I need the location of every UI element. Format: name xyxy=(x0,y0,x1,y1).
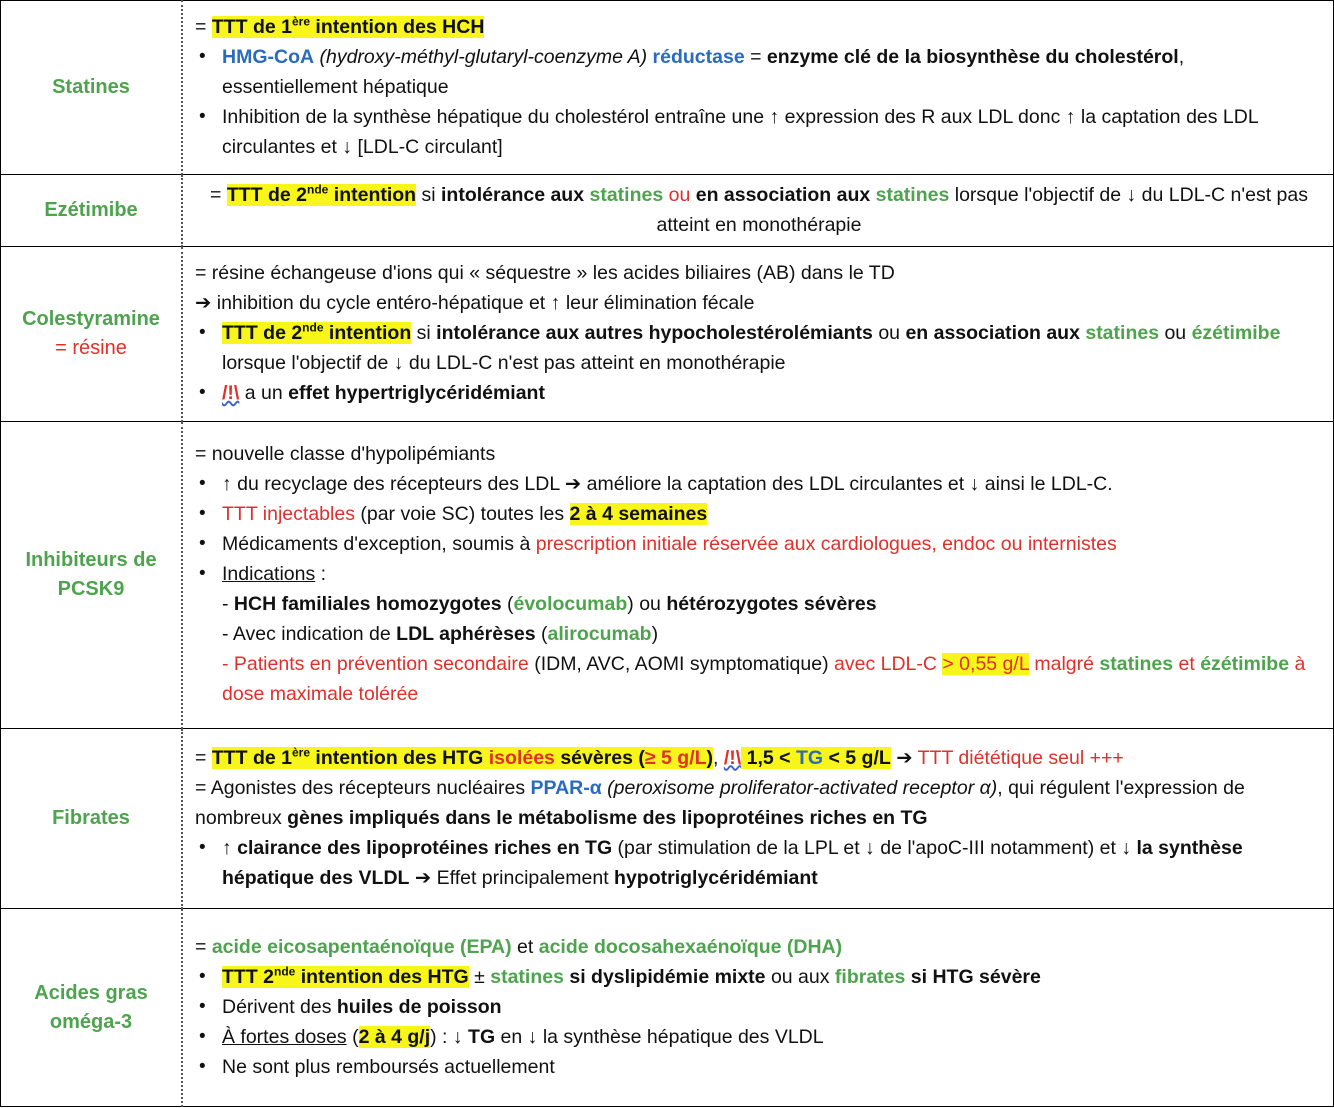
drug-name-omega3: Acides gras oméga-3 xyxy=(1,909,183,1107)
drug-name-statines: Statines xyxy=(1,1,183,175)
list-item: • Ne sont plus remboursés actuellement xyxy=(195,1052,1323,1082)
row-statines xyxy=(1,1,1334,175)
list-item: • TTT 2nde intention des HTG ± statines si dyslipidémie mixte ou aux fibrates si HTG sévère xyxy=(195,962,1323,992)
list-item: • HMG-CoA (hydroxy-méthyl-glutaryl-coenzyme A) réductase = enzyme clé de la biosynthèse du cholestérol, essentiellement hépatique xyxy=(195,42,1323,102)
drug-name-ezetimibe: Ezétimibe xyxy=(1,175,183,247)
list-item: • Inhibition de la synthèse hépatique du cholestérol entraîne une ↑ expression des R aux LDL donc ↑ la captation des LDL circulantes et ↓ [LDL-C circulant] xyxy=(195,102,1323,162)
list-item: • Médicaments d'exception, soumis à prescription initiale réservée aux cardiologues, endoc ou internistes xyxy=(195,529,1323,559)
desc-omega3: = acide eicosapentaénoïque (EPA) et acide docosahexaénoïque (DHA) • TTT 2nde intention des HTG ± statines si dyslipidémie mixte ou aux fibrates si HTG sévère • Dérivent des huiles de poisson • À fortes doses (2 à 4 g/j) : ↓ TG en ↓ la synthèse hépatique des VLDL • Ne sont plus remboursés actuellement xyxy=(182,909,1334,1107)
sub-item: - Avec indication de LDL aphérèses (alirocumab) xyxy=(222,623,659,645)
list-item: • TTT injectables (par voie SC) toutes les 2 à 4 semaines xyxy=(195,499,1323,529)
highlight: TTT de 1ère intention des HCH xyxy=(211,14,485,38)
list-item: • /!\ a un effet hypertriglycéridémiant xyxy=(195,378,1323,408)
row-omega3 xyxy=(1,909,1334,1107)
row-pcsk9 xyxy=(1,422,1334,729)
drug-name-fibrates: Fibrates xyxy=(1,729,183,909)
list-item: • ↑ clairance des lipoprotéines riches en TG (par stimulation de la LPL et ↓ de l'apoC-III notamment) et ↓ la synthèse hépatique des VLDL ➔ Effet principalement hypotriglycéridémiant xyxy=(195,833,1323,893)
sub-item: - HCH familiales homozygotes (évolocumab) ou hétérozygotes sévères xyxy=(222,593,877,615)
row-colestyramine xyxy=(1,247,1334,422)
desc-pcsk9: = nouvelle classe d'hypolipémiants • ↑ du recyclage des récepteurs des LDL ➔ améliore la captation des LDL circulantes et ↓ ainsi le LDL-C. • TTT injectables (par voie SC) toutes les 2 à 4 semaines • Médicaments d'exception, soumis à prescription initiale réservée aux cardiologues, endoc ou internistes • Indications : - HCH familiales homozygotes (évolocumab) ou hétérozygotes sévères - Avec indication de LDL aphérèses (alirocumab) - Patients en prévention secondaire (IDM, AVC, AOMI symptomatique) avec LDL-C > 0,55 g/L malgré statines et ézétimibe à dose maximale tolérée xyxy=(182,422,1334,729)
drug-name-pcsk9: Inhibiteurs de PCSK9 xyxy=(1,422,183,729)
list-item: • TTT de 2nde intention si intolérance aux autres hypocholestérolémiants ou en association aux statines ou ézétimibe lorsque l'objectif de ↓ du LDL-C n'est pas atteint en monothérapie xyxy=(195,318,1323,378)
list-item: • Dérivent des huiles de poisson xyxy=(195,992,1323,1022)
desc-fibrates: = TTT de 1ère intention des HTG isolées sévères (≥ 5 g/L), /!\ 1,5 < TG < 5 g/L ➔ TTT diététique seul +++ = Agonistes des récepteurs nucléaires PPAR-α (peroxisome proliferator-activated receptor α), qui régulent l'expression de nombreux gènes impliqués dans le métabolisme des lipoprotéines riches en TG • ↑ clairance des lipoprotéines riches en TG (par stimulation de la LPL et ↓ de l'apoC-III notamment) et ↓ la synthèse hépatique des VLDL ➔ Effet principalement hypotriglycéridémiant xyxy=(182,729,1334,909)
list-item: • ↑ du recyclage des récepteurs des LDL ➔ améliore la captation des LDL circulantes et ↓ ainsi le LDL-C. xyxy=(195,469,1323,499)
row-fibrates xyxy=(1,729,1334,909)
list-item: • À fortes doses (2 à 4 g/j) : ↓ TG en ↓ la synthèse hépatique des VLDL xyxy=(195,1022,1323,1052)
desc-colestyramine: = résine échangeuse d'ions qui « séquestre » les acides biliaires (AB) dans le TD ➔ inhibition du cycle entéro-hépatique et ↑ leur élimination fécale • TTT de 2nde intention si intolérance aux autres hypocholestérolémiants ou en association aux statines ou ézétimibe lorsque l'objectif de ↓ du LDL-C n'est pas atteint en monothérapie • /!\ a un effet hypertriglycéridémiant xyxy=(182,247,1334,422)
sub-item: - Patients en prévention secondaire (IDM, AVC, AOMI symptomatique) avec LDL-C > 0,55 g/L malgré statines et ézétimibe à dose maximale tolérée xyxy=(222,653,1306,705)
warning-icon: /!\ xyxy=(723,746,742,769)
desc-ezetimibe: = TTT de 2nde intention si intolérance aux statines ou en association aux statines lorsque l'objectif de ↓ du LDL-C n'est pas atteint en monothérapie xyxy=(182,175,1334,247)
row-ezetimibe xyxy=(1,175,1334,247)
drug-name-colestyramine: Colestyramine = résine xyxy=(1,247,183,422)
warning-icon: /!\ xyxy=(222,382,240,404)
list-item: • Indications : xyxy=(195,559,1323,589)
desc-statines: = TTT de 1ère intention des HCH • HMG-CoA (hydroxy-méthyl-glutaryl-coenzyme A) réductase = enzyme clé de la biosynthèse du cholestérol, essentiellement hépatique • Inhibition de la synthèse hépatique du cholestérol entraîne une ↑ expression des R aux LDL donc ↑ la captation des LDL circulantes et ↓ [LDL-C circulant] xyxy=(182,1,1334,175)
